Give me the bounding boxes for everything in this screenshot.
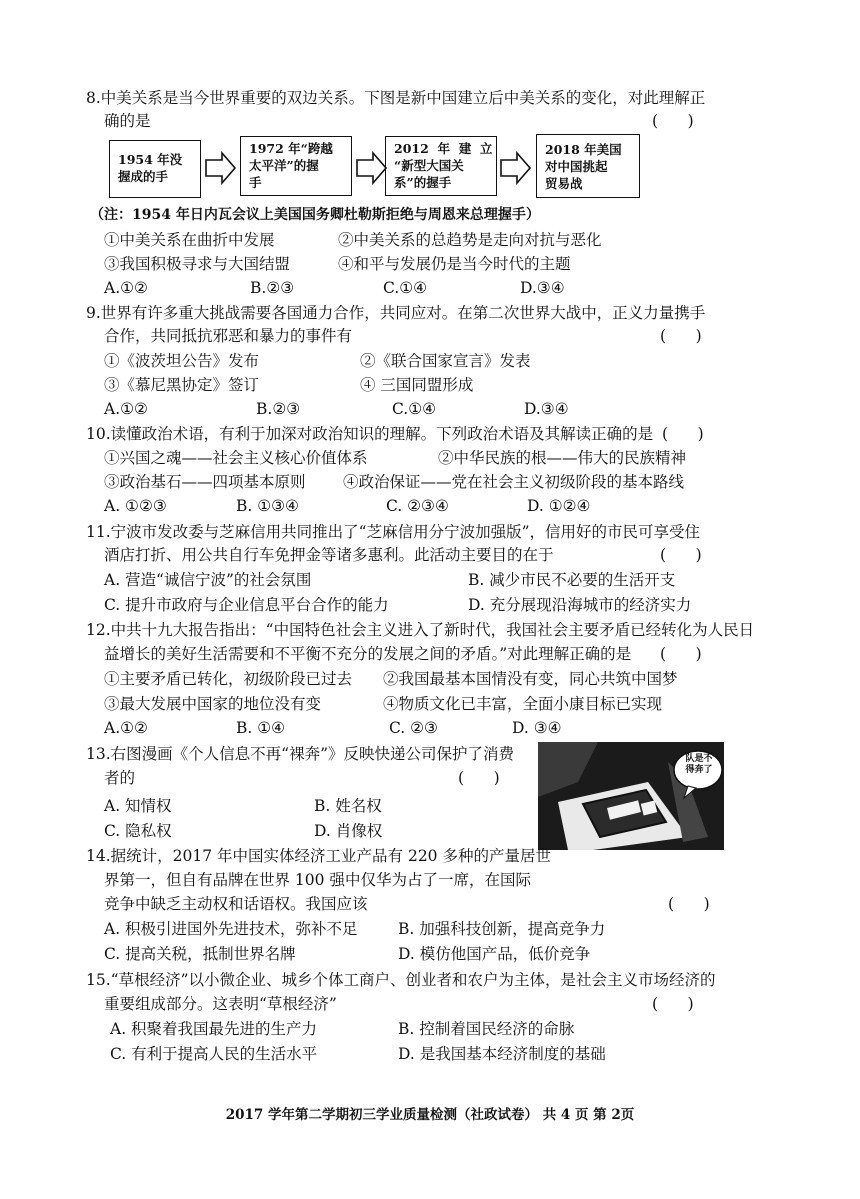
q12-choice-c: C. ②③	[389, 719, 438, 737]
q12-choice-d: D. ③④	[512, 719, 562, 737]
q15-choice-c: C. 有利于提高人民的生活水平	[110, 1045, 318, 1063]
q11-stem-line2: 酒店打折、用公共自行车免押金等诸多惠利。此活动主要目的在于	[104, 546, 554, 564]
cartoon-speech-text: 队是不 得奔了	[685, 754, 713, 775]
q15-stem-line2: 重要组成部分。这表明“草根经济”	[104, 995, 337, 1013]
q10-choice-c: C. ②③④	[386, 497, 449, 515]
q14-choice-d: D. 模仿他国产品，低价竞争	[398, 945, 591, 963]
q14-stem-line3: 竞争中缺乏主动权和话语权。我国应该	[104, 895, 368, 913]
q14-stem-line1: 14.据统计，2017 年中国实体经济工业产品有 220 多种的产量居世	[86, 847, 551, 865]
q8-option-3: ③我国积极寻求与大国结盟	[104, 255, 291, 273]
q10-option-2: ②中华民族的根——伟大的民族精神	[438, 449, 687, 467]
q9-stem-line1: 9.世界有许多重大挑战需要各国通力合作，共同应对。在第二次世界大战中，正义力量携手	[86, 304, 706, 322]
q8-flow-arrow-2	[356, 151, 388, 185]
q11-choice-d: D. 充分展现沿海城市的经济实力	[468, 596, 692, 614]
q9-choice-b: B.②③	[256, 400, 301, 418]
q10-choice-b: B. ①③④	[236, 497, 299, 515]
q9-option-1: ①《波茨坦公告》发布	[104, 352, 260, 370]
q8-option-4: ④和平与发展仍是当今时代的主题	[338, 255, 571, 273]
q10-option-4: ④政治保证——党在社会主义初级阶段的基本路线	[343, 473, 685, 491]
q15-choice-a: A. 积聚着我国最先进的生产力	[110, 1020, 318, 1038]
q9-choice-d: D.③④	[524, 400, 569, 418]
q11-stem-line1: 11.宁波市发改委与芝麻信用共同推出了“芝麻信用分宁波加强版”，信用好的市民可享受住	[86, 523, 701, 541]
q9-stem-line2: 合作，共同抵抗邪恶和暴力的事件有	[104, 327, 353, 345]
q12-choice-b: B. ①④	[236, 719, 286, 737]
q15-choice-d: D. 是我国基本经济制度的基础	[398, 1045, 606, 1063]
q10-choice-a: A. ①②③	[104, 497, 167, 515]
q14-choice-a: A. 积极引进国外先进技术，弥补不足	[104, 920, 358, 938]
q14-answer-paren: ( )	[668, 895, 710, 913]
q8-flow-box-2: 1972 年“跨越 太平洋”的握 手	[240, 136, 352, 196]
q10-answer-paren: ( )	[662, 425, 704, 443]
q12-option-2: ②我国最基本国情没有变，同心共筑中国梦	[383, 670, 678, 688]
q10-option-3: ③政治基石——四项基本原则	[104, 473, 306, 491]
q13-choice-a: A. 知情权	[104, 797, 172, 815]
q8-option-2: ②中美关系的总趋势是走向对抗与恶化	[338, 231, 602, 249]
q12-stem-line2: 益增长的美好生活需要和不平衡不充分的发展之间的矛盾。”对此理解正确的是	[104, 645, 632, 663]
q14-choice-b: B. 加强科技创新，提高竞争力	[398, 920, 606, 938]
q13-cartoon-image	[538, 742, 724, 850]
q12-option-1: ①主要矛盾已转化，初级阶段已过去	[104, 670, 353, 688]
q9-choice-a: A.①②	[104, 400, 148, 418]
q8-answer-paren: ( )	[652, 112, 694, 130]
q13-choice-b: B. 姓名权	[314, 797, 382, 815]
q8-choice-d: D.③④	[520, 279, 565, 297]
q11-choice-c: C. 提升市政府与企业信息平台合作的能力	[104, 596, 389, 614]
q8-flow-box-1: 1954 年没 握成的手	[109, 140, 201, 198]
q13-stem-line1: 13.右图漫画《个人信息不再“裸奔”》反映快递公司保护了消费	[86, 745, 515, 763]
q13-choice-c: C. 隐私权	[104, 822, 172, 840]
page-footer: 2017 学年第二学期初三学业质量检测（社政试卷） 共 4 页 第 2页	[225, 1107, 635, 1123]
q12-choice-a: A.①②	[104, 719, 148, 737]
q8-choice-a: A.①②	[104, 279, 148, 297]
q9-option-3: ③《慕尼黑协定》签订	[104, 376, 260, 394]
q10-stem-line1: 10.读懂政治术语，有利于加深对政治知识的理解。下列政治术语及其解读正确的是	[86, 425, 654, 443]
q14-choice-c: C. 提高关税，抵制世界名牌	[104, 945, 296, 963]
q9-option-4: ④ 三国同盟形成	[360, 376, 474, 394]
q14-stem-line2: 界第一，但自有品牌在世界 100 强中仅华为占了一席，在国际	[104, 871, 531, 889]
q10-option-1: ①兴国之魂——社会主义核心价值体系	[104, 449, 368, 467]
q8-flow-arrow-3	[500, 151, 532, 185]
q12-answer-paren: ( )	[660, 645, 702, 663]
q15-stem-line1: 15.“草根经济”以小微企业、城乡个体工商户、创业者和农户为主体，是社会主义市场经济的	[86, 971, 716, 989]
q11-choice-a: A. 营造“诚信宁波”的社会氛围	[104, 571, 312, 589]
q9-answer-paren: ( )	[660, 327, 702, 345]
q12-stem-line1: 12.中共十九大报告指出：“中国特色社会主义进入了新时代，我国社会主要矛盾已经转化为人民日	[86, 621, 755, 639]
q8-choice-c: C.①④	[383, 279, 428, 297]
q13-answer-paren: ( )	[458, 769, 500, 787]
q13-choice-d: D. 肖像权	[314, 822, 383, 840]
q12-option-4: ④物质文化已丰富，全面小康目标已实现	[383, 695, 663, 713]
q8-flow-arrow-1	[205, 151, 237, 185]
q8-option-1: ①中美关系在曲折中发展	[104, 231, 275, 249]
q11-choice-b: B. 减少市民不必要的生活开支	[468, 571, 676, 589]
q8-stem-line2: 确的是	[104, 112, 151, 130]
q11-answer-paren: ( )	[660, 546, 702, 564]
q15-choice-b: B. 控制着国民经济的命脉	[398, 1020, 575, 1038]
q8-flow-box-4: 2018 年美国 对中国挑起 贸易战	[536, 134, 640, 198]
q12-option-3: ③最大发展中国家的地位没有变	[104, 695, 322, 713]
q8-note: （注：1954 年日内瓦会议上美国国务卿杜勒斯拒绝与周恩来总理握手）	[90, 207, 540, 223]
q9-option-2: ②《联合国家宣言》发表	[360, 352, 531, 370]
q8-choice-b: B.②③	[250, 279, 295, 297]
q8-stem-line1: 8.中美关系是当今世界重要的双边关系。下图是新中国建立后中美关系的变化，对此理解正	[86, 89, 706, 107]
q9-choice-c: C.①④	[392, 400, 437, 418]
q13-stem-line2: 者的	[104, 769, 136, 787]
q15-answer-paren: ( )	[652, 995, 694, 1013]
q10-choice-d: D. ①②④	[527, 497, 591, 515]
q8-flow-box-3: 2012 年 建 立 “新型大国关 系”的握手	[385, 136, 497, 196]
